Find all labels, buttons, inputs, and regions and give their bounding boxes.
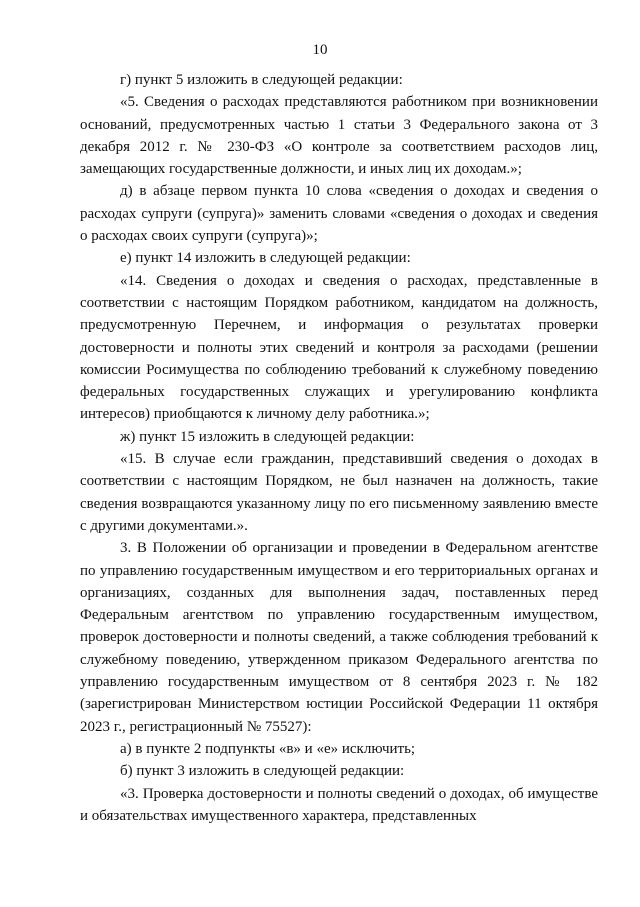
paragraph-item-zh: ж) пункт 15 изложить в следующей редакции: <box>120 428 415 445</box>
paragraph-item-b: б) пункт 3 изложить в следующей редакции: <box>120 763 405 780</box>
paragraph-quote-3: «3. Проверка достоверности и полноты сведений о доходах, об имуществе и обязательствах имущественного характера, представленных <box>80 785 598 824</box>
paragraph-quote-5: «5. Сведения о расходах представляются работником при возникновении оснований, предусмотренных частью 1 статьи 3 Федерального закона от 3 декабря 2012 г. № 230-ФЗ «О контроле за соответствием расходов лиц, замещающих государственные должности, и иных лиц их доходам.»; <box>80 94 598 178</box>
paragraph-quote-14: «14. Сведения о доходах и сведения о расходах, представленные в соответствии с настоящим Порядком работником, кандидатом на должность, предусмотренную Перечнем, и информация о результатах проверки достоверности и полноты этих сведений и контроля за расходами (решении комиссии Росимущества по соблюдению требований к служебному поведению федеральных государственных служащих и урегулированию конфликта интересов) приобщаются к личному делу работника.»; <box>80 272 598 423</box>
paragraph-item-e: е) пункт 14 изложить в следующей редакции: <box>120 250 411 267</box>
paragraph-item-g: г) пункт 5 изложить в следующей редакции: <box>120 72 403 88</box>
paragraph-item-d: д) в абзаце первом пункта 10 слова «сведения о доходах и сведения о расходах супруги (супруга)» заменить словами «сведения о доходах и сведения о расходах своих супруги (супруга)»; <box>80 183 598 245</box>
paragraph-quote-15: «15. В случае если гражданин, представивший сведения о доходах в соответствии с настоящим Порядком, не был назначен на должность, такие сведения возвращаются указанному лицу по его письменному заявлению вместе с другими документами.». <box>80 451 598 534</box>
document-body <box>80 69 598 827</box>
page-number: 10 <box>312 42 328 58</box>
paragraph-item-a: а) в пункте 2 подпункты «в» и «е» исключить; <box>120 740 416 757</box>
paragraph-section-3: 3. В Положении об организации и проведении в Федеральном агентстве по управлению государственным имуществом и его территориальных органах и организациях, созданных для выполнения задач, поставленных перед Федеральным агентством по управлению государственным имуществом, проверок достоверности и полноты сведений, а также соблюдения требований к служебному поведению, утвержденном приказом Федерального агентства по управлению государственным имуществом от 8 сентября 2023 г. № 182 (зарегистрирован Министерством юстиции Российской Федерации 11 октября 2023 г., регистрационный № 75527): <box>80 540 598 735</box>
